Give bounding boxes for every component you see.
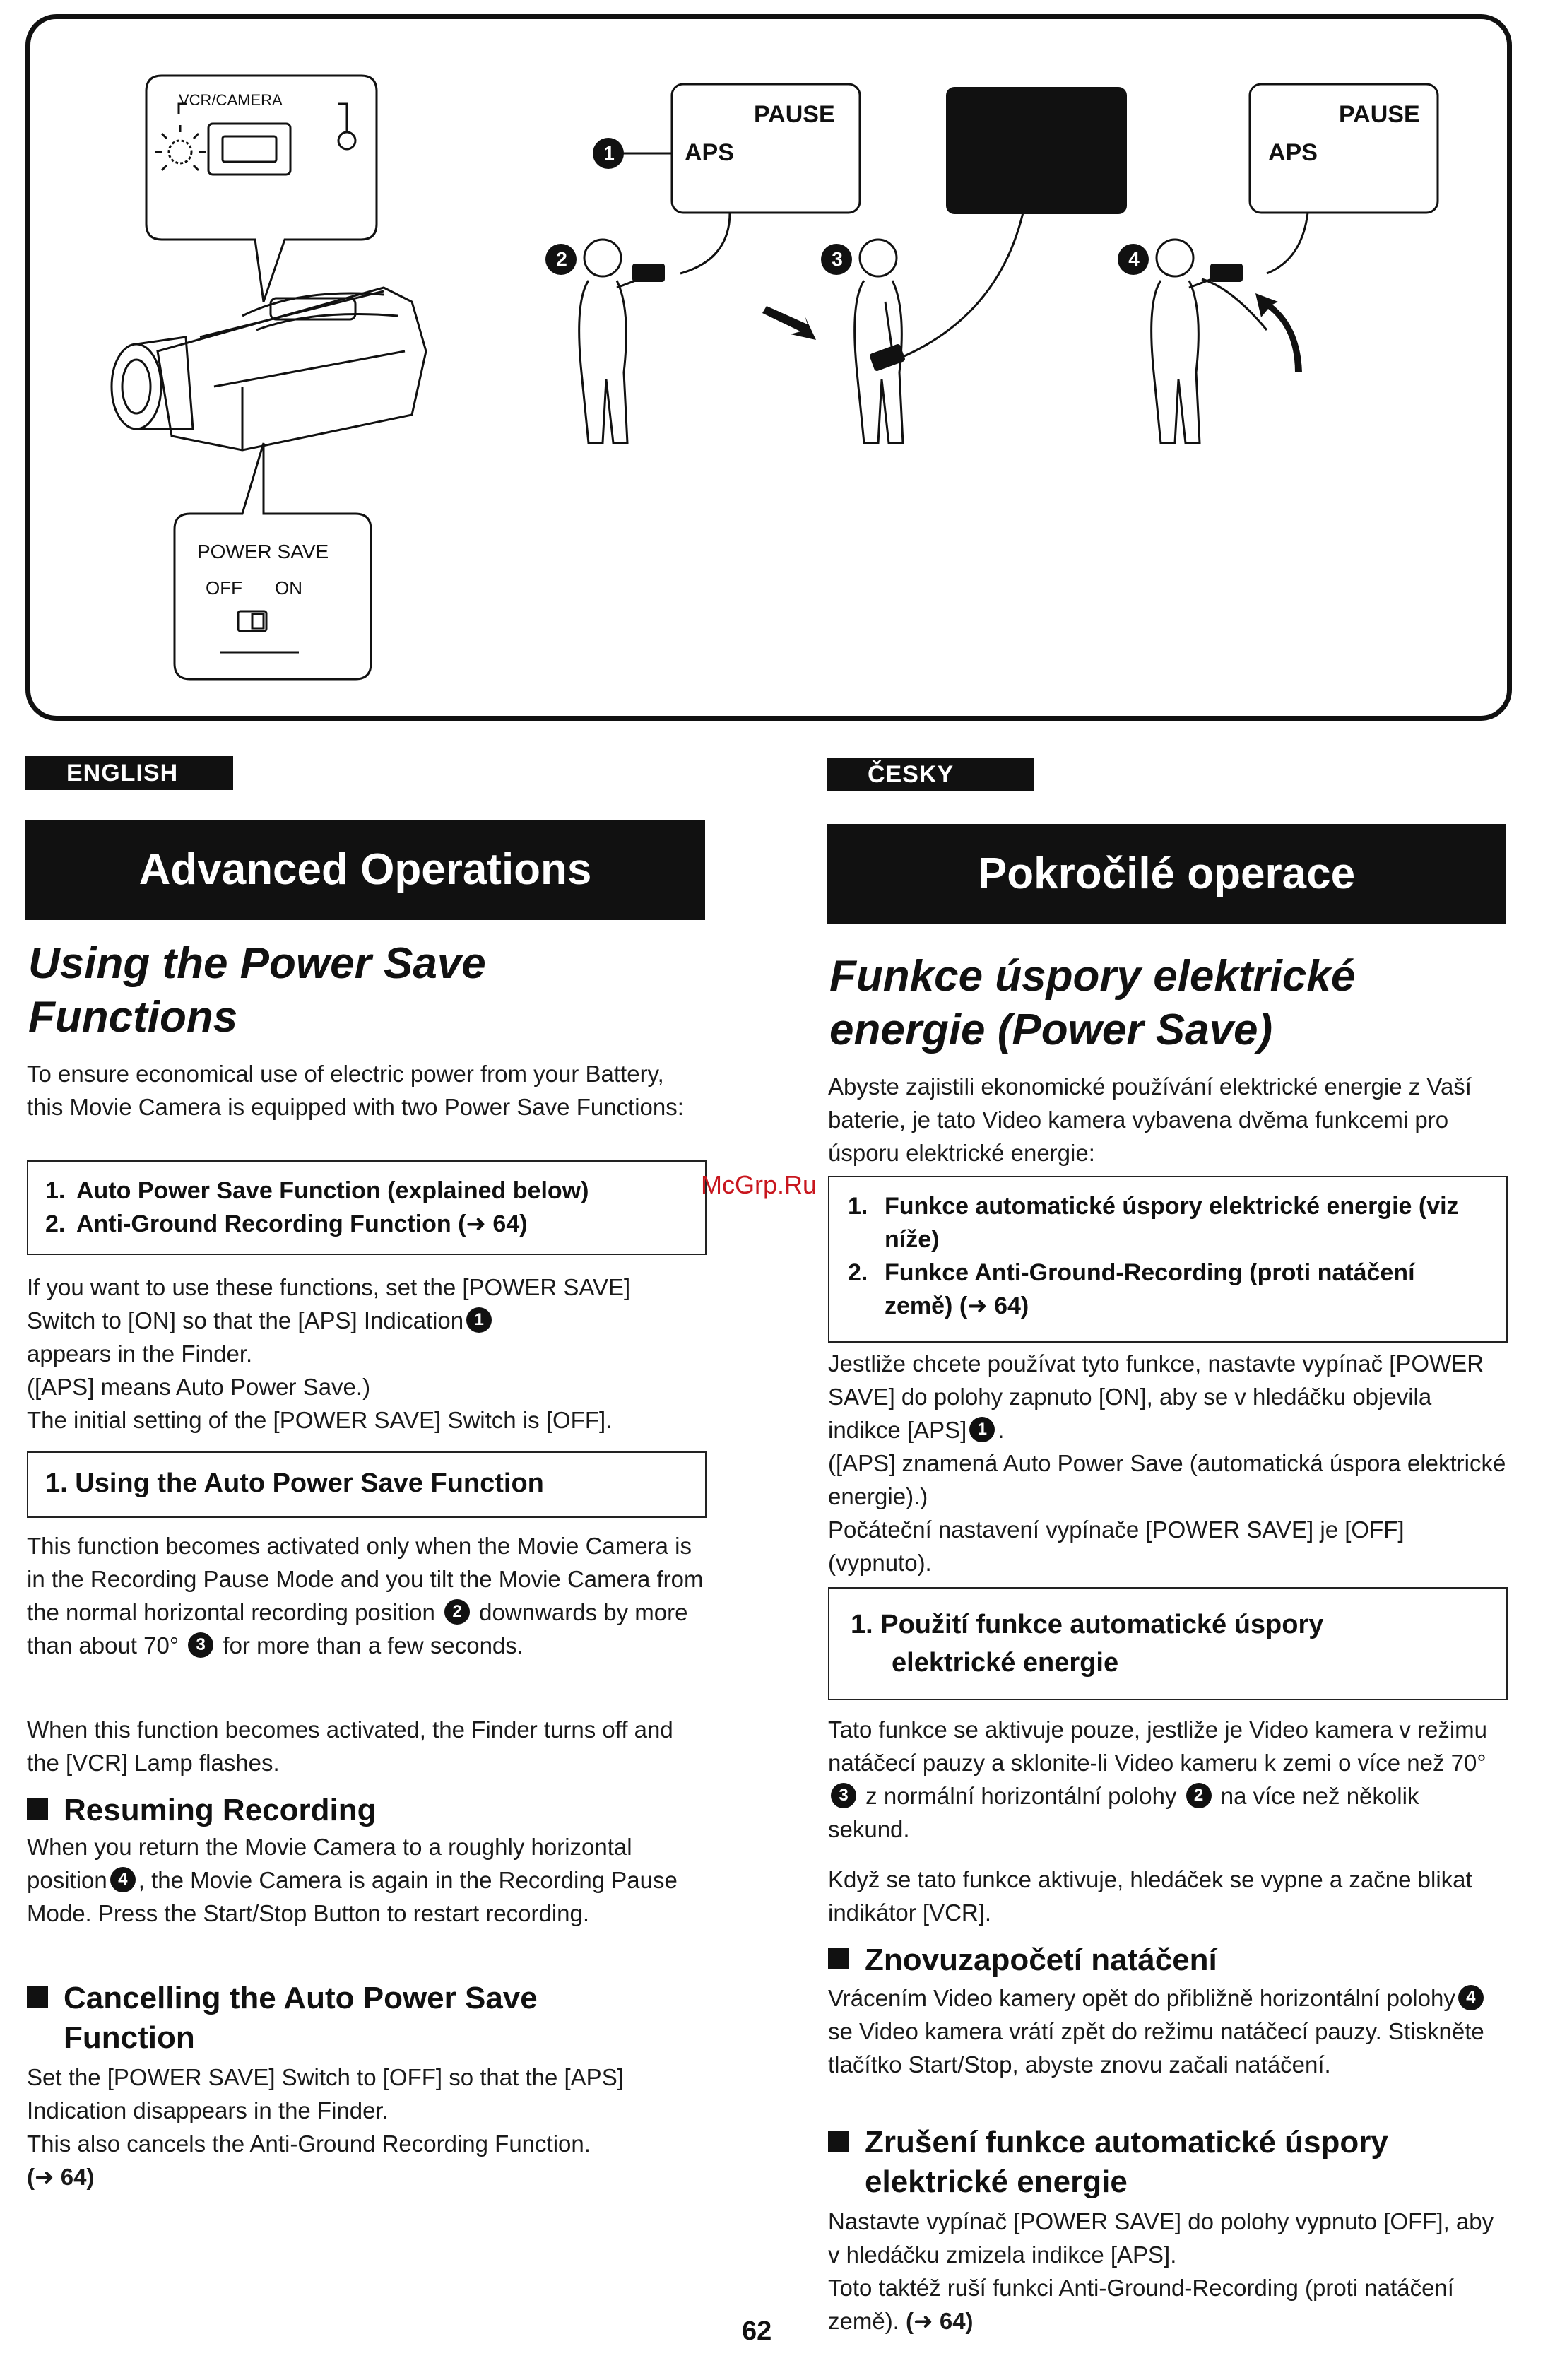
list-item: 2. Anti-Ground Recording Function (➜ 64) <box>45 1210 528 1237</box>
english-resume-heading: Resuming Recording <box>27 1791 377 1830</box>
square-bullet-icon <box>27 1798 48 1820</box>
czech-cancel-heading: Zrušení funkce automatické úspory elektrické energie <box>828 2123 1388 2202</box>
square-bullet-icon <box>828 1948 849 1969</box>
czech-cancel-text: Nastavte vypínač [POWER SAVE] do polohy vypnuto [OFF], aby v hledáčku zmizela indikce [APS]. Toto taktéž ruší funkci Anti-Ground-Recording (proti natáčení země). (➜ 64) <box>828 2208 1494 2334</box>
step-marker-3: 3 <box>832 248 843 270</box>
list-item: 1. Funkce automatické úspory elektrické energie (viz níže) <box>848 1193 1459 1253</box>
step-marker-4: 4 <box>1128 248 1140 270</box>
english-language-tag: ENGLISH <box>25 756 233 790</box>
step-marker-1: 1 <box>603 142 615 164</box>
english-setup-text: If you want to use these functions, set the [POWER SAVE] Switch to [ON] so that the [APS] Indication 1 appears in the Finder. ([APS] means Auto Power Save.) The initial setting of the [POWER SAVE] Switch is [OFF]. <box>27 1274 631 1433</box>
off-label: OFF <box>206 577 242 599</box>
square-bullet-icon <box>27 1986 48 2008</box>
step-marker-2: 2 <box>556 248 567 270</box>
czech-function-text: Tato funkce se aktivuje pouze, jestliže je Video kamera v režimu natáčecí pauzy a sklonite-li Video kameru k zemi o více než 70° 3 z normální horizontální polohy 2 na více než několik sekund. <box>828 1716 1488 1842</box>
english-page-title: Using the Power Save Functions <box>28 939 486 1042</box>
english-activated-text: When this function becomes activated, the Finder turns off and the [VCR] Lamp flashes. <box>27 1716 673 1776</box>
illustration-panel <box>25 14 1512 721</box>
screen1-aps: APS <box>685 139 734 166</box>
power-save-switch-label: POWER SAVE <box>197 541 329 562</box>
czech-intro: Abyste zajistili ekonomické používání elektrické energie z Vaší baterie, je tato Video kamera vybavena dvěma funkcemi pro úsporu elektrické energie: <box>828 1073 1472 1166</box>
step-marker-1: 1 <box>969 1417 995 1442</box>
screen3-aps: APS <box>1268 139 1318 166</box>
english-section-title: Advanced Operations <box>25 820 705 920</box>
czech-language-tag: ČESKY <box>827 758 1034 791</box>
screen3-pause: PAUSE <box>1339 101 1420 128</box>
on-label: ON <box>275 577 302 599</box>
czech-subsection-box: 1. Použití funkce automatické úspory elektrické energie <box>828 1587 1508 1700</box>
step-marker-2: 2 <box>1186 1783 1212 1808</box>
page-number: 62 <box>742 2316 772 2346</box>
czech-page-title: Funkce úspory elektrické energie (Power Save) <box>829 952 1356 1054</box>
english-function-text: This function becomes activated only when the Movie Camera is in the Recording Pause Mode and you tilt the Movie Camera from the normal horizontal recording position 2 downwards by more than about 70° 3 for more than a few seconds. <box>27 1533 704 1659</box>
czech-functions-box <box>828 1176 1508 1343</box>
step-marker-3: 3 <box>831 1783 856 1808</box>
czech-resume-text: Vrácením Video kamery opět do přibližně horizontální polohy 4se Video kamera vrátí zpět do režimu natáčecí pauzy. Stiskněte tlačítko Start/Stop, abyste znovu začali natáčení. <box>828 1985 1484 2078</box>
watermark: McGrp.Ru <box>701 1170 817 1199</box>
english-cancel-text: Set the [POWER SAVE] Switch to [OFF] so that the [APS] Indication disappears in the Finder. This also cancels the Anti-Ground Recording Function. (➜ 64) <box>27 2061 705 2193</box>
czech-activated-text: Když se tato funkce aktivuje, hledáček se vypne a začne blikat indikátor [VCR]. <box>828 1866 1472 1926</box>
english-subsection-box: 1. Using the Auto Power Save Function <box>27 1451 707 1518</box>
step-marker-1: 1 <box>466 1307 492 1333</box>
czech-section-title: Pokročilé operace <box>827 824 1506 924</box>
step-marker-4: 4 <box>1458 1985 1484 2010</box>
vcr-camera-label: VCR/CAMERA <box>179 91 283 109</box>
screen1-pause: PAUSE <box>754 101 835 128</box>
english-cancel-reference: (➜ 64) <box>27 2164 95 2190</box>
square-bullet-icon <box>828 2131 849 2152</box>
english-cancel-heading: Cancelling the Auto Power Save Function <box>27 1979 538 2058</box>
czech-setup-text: Jestliže chcete používat tyto funkce, nastavte vypínač [POWER SAVE] do polohy zapnuto [ON], aby se v hledáčku objevila indikce [APS] 1 . ([APS] znamená Auto Power Save (automatická úspora elektrické energie).) Počáteční nastavení vypínače [POWER SAVE] je [OFF] (vypnuto). <box>828 1350 1506 1576</box>
list-item: 2. Funkce Anti-Ground-Recording (proti natáčení země) (➜ 64) <box>848 1259 1415 1319</box>
step-marker-3: 3 <box>188 1632 213 1658</box>
step-marker-2: 2 <box>444 1599 470 1625</box>
step-marker-4: 4 <box>110 1867 136 1892</box>
czech-cancel-reference: (➜ 64) <box>906 2308 974 2334</box>
english-functions-box <box>27 1160 707 1255</box>
czech-resume-heading: Znovuzapočetí natáčení <box>828 1940 1217 1980</box>
list-item: 1. Auto Power Save Function (explained below) <box>45 1177 589 1204</box>
english-resume-text: When you return the Movie Camera to a roughly horizontal position 4 , the Movie Camera is again in the Recording Pause Mode. Press the Start/Stop Button to restart recording. <box>27 1834 678 1926</box>
english-intro: To ensure economical use of electric power from your Battery, this Movie Camera is equipped with two Power Save Functions: <box>27 1061 684 1120</box>
